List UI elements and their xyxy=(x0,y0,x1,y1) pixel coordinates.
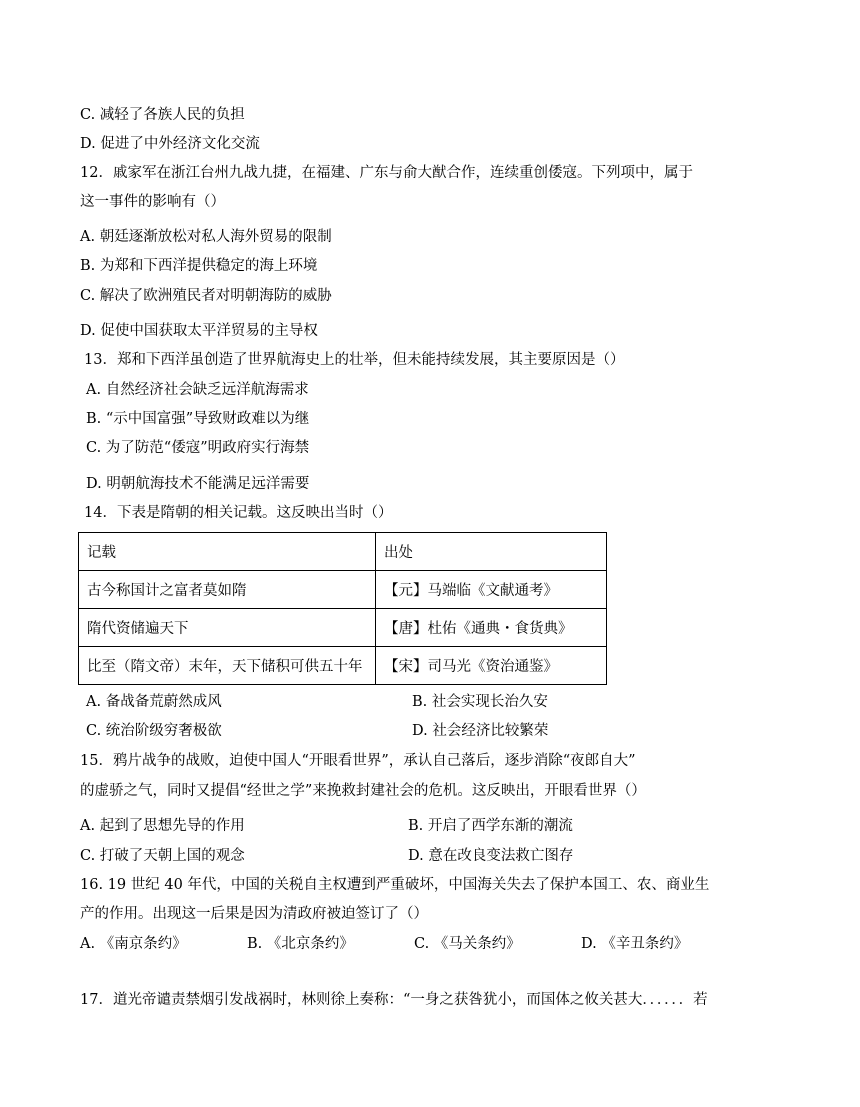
table-header-cell: 记载 xyxy=(79,533,376,571)
table-header-cell: 出处 xyxy=(376,533,607,571)
option-16a: A. 《南京条约》 xyxy=(80,936,187,952)
option-14d: D. 社会经济比较繁荣 xyxy=(412,723,549,739)
option-16c: C. 《马关条约》 xyxy=(414,936,521,952)
option-15b: B. 开启了西学东渐的潮流 xyxy=(408,818,573,834)
option-15a: A. 起到了思想先导的作用 xyxy=(80,818,245,834)
option-13a: A. 自然经济社会缺乏远洋航海需求 xyxy=(86,382,309,398)
option-14a: A. 备战备荒蔚然成风 xyxy=(86,694,222,710)
option-14b: B. 社会实现长治久安 xyxy=(412,694,548,710)
question-16-line1: 16. 19 世纪 40 年代，中国的关税自主权遭到严重破坏，中国海关失去了保护本国工、农、商业生 xyxy=(80,877,710,893)
table-header-row xyxy=(79,533,607,571)
option-12a: A. 朝廷逐渐放松对私人海外贸易的限制 xyxy=(80,229,332,245)
option-13c: C. 为了防范“倭寇”明政府实行海禁 xyxy=(86,440,310,456)
option-15c: C. 打破了天朝上国的观念 xyxy=(80,848,245,864)
table-cell: 古今称国计之富者莫如隋 xyxy=(79,571,376,609)
question-15-line2: 的虚骄之气，同时又提倡“经世之学”来挽救封建社会的危机。这反映出，开眼看世界（） xyxy=(80,783,646,799)
table-row xyxy=(79,571,607,609)
question-16-line2: 产的作用。出现这一后果是因为清政府被迫签订了（） xyxy=(80,906,428,922)
option-16d: D. 《辛丑条约》 xyxy=(581,936,689,952)
question-12-line2: 这一事件的影响有（） xyxy=(80,194,225,210)
option-15d: D. 意在改良变法救亡图存 xyxy=(408,848,574,864)
option-12d: D. 促使中国获取太平洋贸易的主导权 xyxy=(80,323,318,339)
question-15-line1: 15．鸦片战争的战败，迫使中国人“开眼看世界”，承认自己落后，逐步消除“夜郎自大” xyxy=(80,753,636,769)
table-cell: 【唐】杜佑《通典・食货典》 xyxy=(376,609,607,647)
option-11c: C. 减轻了各族人民的负担 xyxy=(80,107,245,123)
question-17: 17．道光帝谴责禁烟引发战祸时，林则徐上奏称：“一身之获咎犹小，而国体之攸关甚大．．．．．．若 xyxy=(80,992,708,1008)
option-13b: B. “示中国富强”导致财政难以为继 xyxy=(86,411,310,427)
table-cell: 比至（隋文帝）末年，天下储积可供五十年 xyxy=(79,647,376,685)
question-13: 13．郑和下西洋虽创造了世界航海史上的壮举，但未能持续发展，其主要原因是（） xyxy=(84,352,625,368)
option-16b: B. 《北京条约》 xyxy=(247,936,354,952)
question-14: 14．下表是隋朝的相关记载。这反映出当时（） xyxy=(84,505,393,521)
table-cell: 隋代资储遍天下 xyxy=(79,609,376,647)
table-row xyxy=(79,647,607,685)
option-12c: C. 解决了欧洲殖民者对明朝海防的威胁 xyxy=(80,288,332,304)
records-table xyxy=(78,532,607,685)
table-cell: 【宋】司马光《资治通鉴》 xyxy=(376,647,607,685)
option-11d: D. 促进了中外经济文化交流 xyxy=(80,136,260,152)
table-row xyxy=(79,609,607,647)
option-14c: C. 统治阶级穷奢极欲 xyxy=(86,723,222,739)
option-13d: D. 明朝航海技术不能满足远洋需要 xyxy=(86,476,310,492)
question-12-line1: 12．戚家军在浙江台州九战九捷，在福建、广东与俞大猷合作，连续重创倭寇。下列项中，属于 xyxy=(80,165,693,181)
table-cell: 【元】马端临《文献通考》 xyxy=(376,571,607,609)
option-12b: B. 为郑和下西洋提供稳定的海上环境 xyxy=(80,258,318,274)
